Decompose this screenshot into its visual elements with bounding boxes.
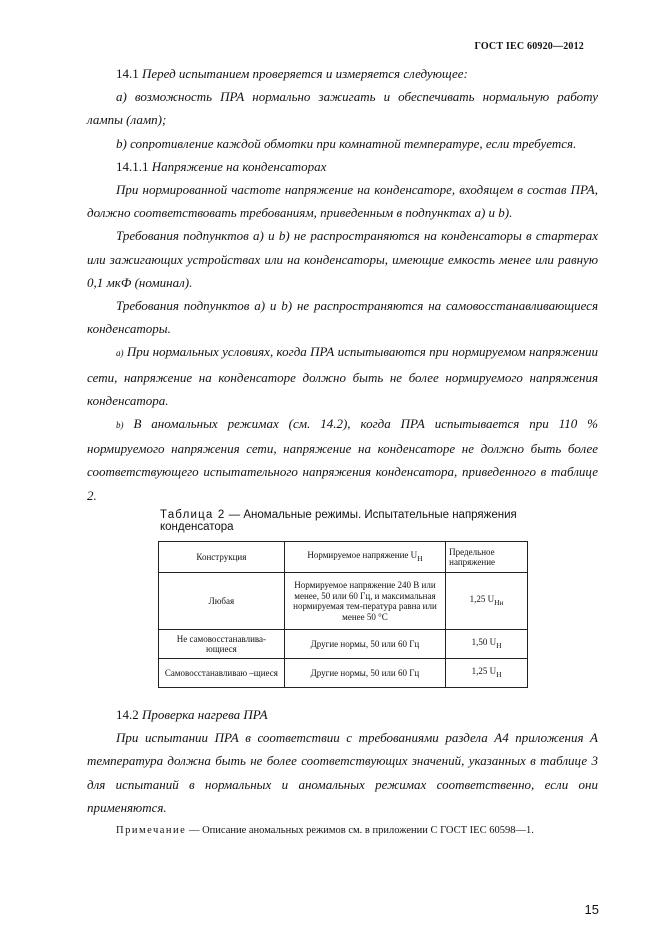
clause-text: Перед испытанием проверяется и измеряется следующее: xyxy=(142,66,468,81)
document-header: ГОСТ IEC 60920—2012 xyxy=(474,41,584,52)
header-subscript: Н xyxy=(417,553,423,563)
paragraph-starters-exception: Требования подпунктов a) и b) не распространяются на конденсаторы в стартерах или зажигающих устройствах или на конденсаторы, имеющие емкость менее или равную 0,1 мкФ (номинал). xyxy=(87,228,598,290)
item-text: При нормальных условиях, когда ПРА испытываются при нормируемом напряжении сети, напряжение на конденсаторе должно быть не более нормируемого напряжения конденсатора. xyxy=(87,344,598,408)
note-label: Примечание xyxy=(116,825,187,836)
paragraph-item-b: b) сопротивление каждой обмотки при комнатной температуре, если требуется. xyxy=(116,135,577,151)
paragraph-abnormal-conditions xyxy=(87,412,598,507)
item-text: В аномальных режимах (см. 14.2), когда ПРА испытывается при 110 % нормируемого напряжения сети, напряжение на конденсаторе не должно быть более соответствующего испытательного напряжения конденсатора, приведенного в таблице 2. xyxy=(87,416,598,503)
clause-title: Напряжение на конденсаторах xyxy=(151,158,327,174)
cell-rated-voltage: Другие нормы, 50 или 60 Гц xyxy=(284,630,445,659)
paragraph-14-1-1 xyxy=(87,155,598,178)
cell-limit-voltage xyxy=(446,630,528,659)
table-row xyxy=(159,659,528,688)
paragraph-normal-conditions xyxy=(87,340,598,412)
item-mark: a) xyxy=(116,348,124,359)
paragraph-heating-test: При испытании ПРА в соответствии с требованиями раздела А4 приложения А температура должна быть не более соответствующих значений, указанных в таблице 3 для испытаний в нормальных и аномальных режимах соответственно, если они применяются. xyxy=(87,730,598,815)
item-mark: b) xyxy=(116,420,124,431)
paragraph-item-a: a) возможность ПРА нормально зажигать и обеспечивать нормальную работу лампы (ламп); xyxy=(87,89,598,128)
cell-subscript: Н xyxy=(496,640,502,650)
cell-value: 1,25 U xyxy=(469,593,495,604)
paragraph-14-2 xyxy=(87,703,598,726)
cell-subscript: Н xyxy=(496,669,502,679)
page-number: 15 xyxy=(584,902,599,917)
table-caption xyxy=(160,509,560,533)
paragraph-self-healing-exception: Требования подпунктов a) и b) не распространяются на самовосстанавливающиеся конденсаторы. xyxy=(87,298,598,337)
note-text: — Описание аномальных режимов см. в приложении С ГОСТ IEC 60598—1. xyxy=(186,825,534,836)
header-text: Нормируемое напряжение U xyxy=(307,549,418,560)
clause-number: 14.1.1 xyxy=(116,158,149,174)
cell-rated-voltage: Нормируемое напряжение 240 В или менее, 50 или 60 Гц, и максимальная нормируемая тем-пература равна или менее 50 °С xyxy=(284,573,445,630)
cell-rated-voltage: Другие нормы, 50 или 60 Гц xyxy=(284,659,445,688)
header-rated-voltage xyxy=(284,542,445,573)
cell-value: 1,25 U xyxy=(471,665,497,676)
cell-subscript: Нн xyxy=(494,597,504,607)
paragraph-14-1 xyxy=(87,62,598,85)
clause-title: Проверка нагрева ПРА xyxy=(142,707,268,722)
table-label: Таблица 2 xyxy=(160,509,226,521)
cell-limit-voltage xyxy=(446,573,528,630)
table-header-row xyxy=(159,542,528,573)
header-limit-voltage: Предельное напряжение xyxy=(446,542,528,573)
cell-construction: Самовосстанавливаю –щиеся xyxy=(159,659,285,688)
cell-value: 1,50 U xyxy=(471,636,497,647)
cell-construction: Не самовосстанавлива-ющиеся xyxy=(159,630,285,659)
capacitor-voltage-table xyxy=(158,541,528,688)
header-construction: Конструкция xyxy=(159,542,285,573)
table-title: — Аномальные режимы. Испытательные напряжения конденсатора xyxy=(160,509,517,533)
clause-number: 14.2 xyxy=(116,707,139,722)
note xyxy=(116,825,534,836)
table-row xyxy=(159,573,528,630)
main-text xyxy=(87,62,598,507)
table-row xyxy=(159,630,528,659)
cell-limit-voltage xyxy=(446,659,528,688)
clause-number: 14.1 xyxy=(116,66,139,81)
paragraph-rated-frequency: При нормированной частоте напряжение на конденсаторе, входящем в состав ПРА, должно соответствовать требованиям, приведенным в подпунктах a) и b). xyxy=(87,182,598,221)
cell-construction: Любая xyxy=(159,573,285,630)
section-14-2 xyxy=(87,703,598,819)
